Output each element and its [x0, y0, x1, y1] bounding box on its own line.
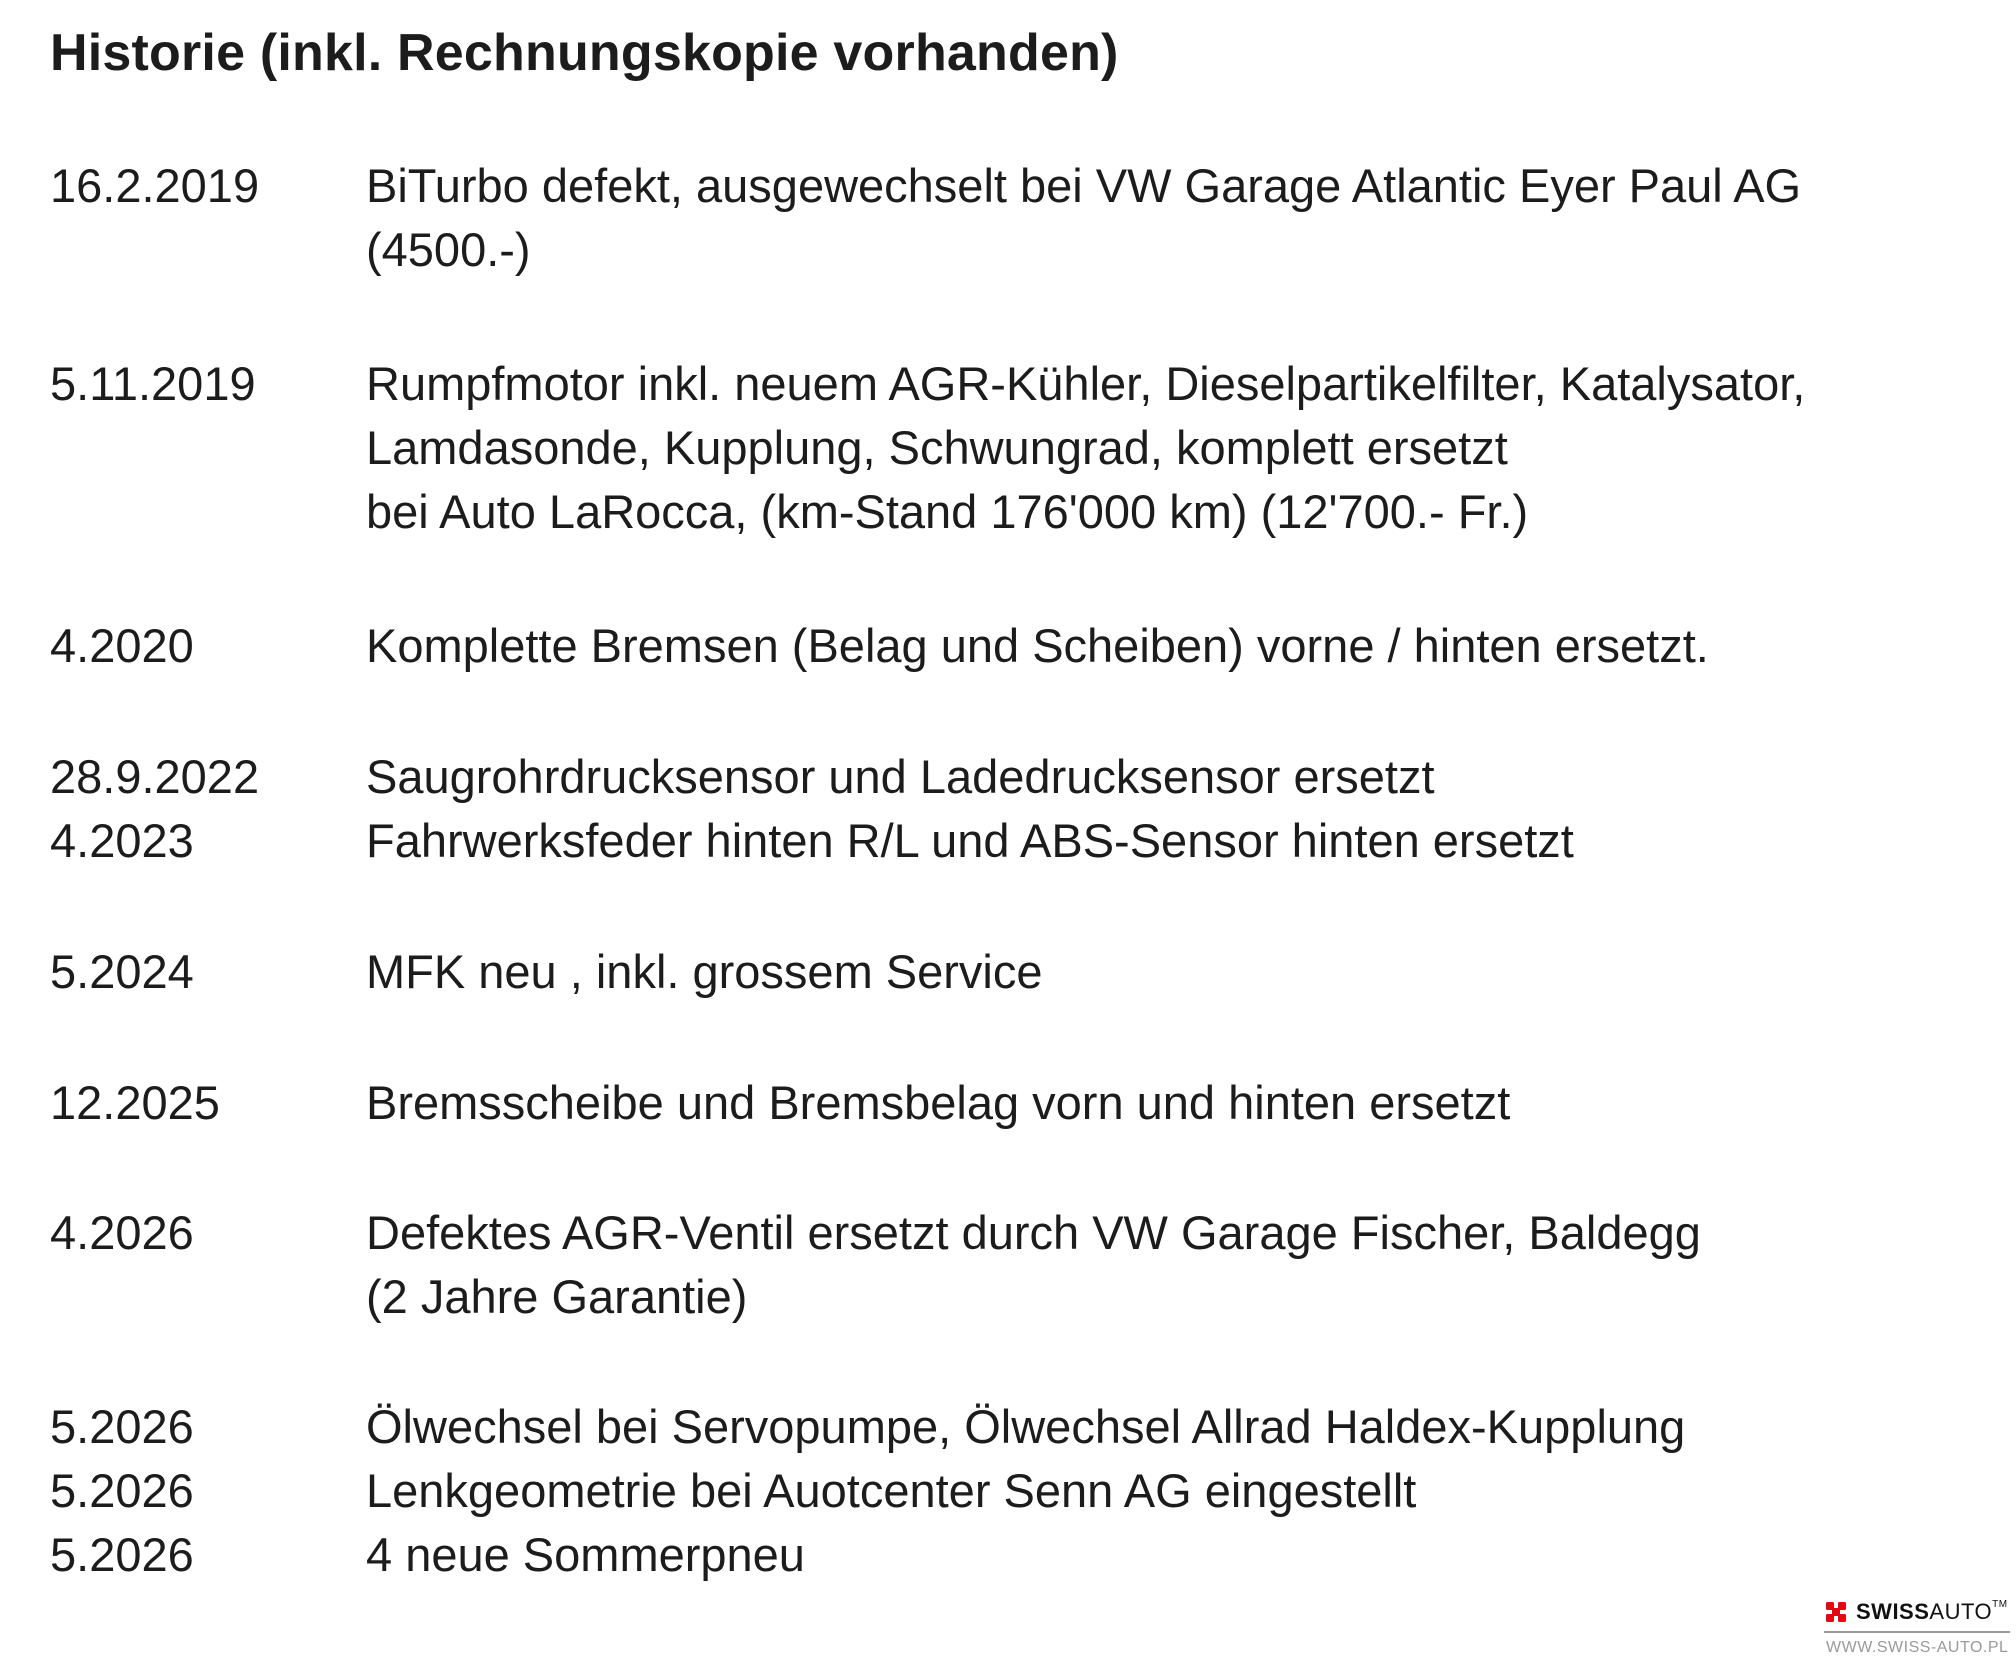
entry-date: 5.2026 — [50, 1400, 194, 1453]
entry-date: 5.11.2019 — [50, 357, 256, 410]
watermark-url: WWW.SWISS-AUTO.PL — [1826, 1639, 2009, 1656]
swissauto-watermark — [1824, 1596, 2014, 1660]
entry-description: Komplette Bremsen (Belag und Scheiben) vorne / hinten ersetzt. — [366, 619, 1709, 672]
history-entry — [0, 614, 2016, 678]
watermark-brand-bold: SWISS — [1856, 1599, 1930, 1624]
entry-description: bei Auto LaRocca, (km-Stand 176'000 km) (12'700.- Fr.) — [366, 485, 1529, 538]
watermark-brand-regular: AUTO — [1929, 1599, 1993, 1624]
history-entry — [0, 809, 2016, 873]
entry-date: 4.2020 — [50, 619, 194, 672]
entry-date: 28.9.2022 — [50, 750, 260, 803]
entry-description: BiTurbo defekt, ausgewechselt bei VW Garage Atlantic Eyer Paul AG — [366, 159, 1802, 212]
watermark-divider — [1824, 1631, 2010, 1633]
entry-date: 12.2025 — [50, 1076, 220, 1129]
entry-description: Fahrwerksfeder hinten R/L und ABS-Sensor hinten ersetzt — [366, 814, 1574, 867]
entry-description: Saugrohrdrucksensor und Ladedrucksensor ersetzt — [366, 750, 1435, 803]
entry-description: (2 Jahre Garantie) — [366, 1270, 748, 1323]
history-entry — [0, 940, 2016, 1004]
entry-date: 5.2024 — [50, 945, 194, 998]
history-entry — [0, 1459, 2016, 1523]
entry-description: Lamdasonde, Kupplung, Schwungrad, komplett ersetzt — [366, 421, 1508, 474]
entry-description: MFK neu , inkl. grossem Service — [366, 945, 1043, 998]
history-entry — [0, 1395, 2016, 1459]
entry-description: Defektes AGR-Ventil ersetzt durch VW Garage Fischer, Baldegg — [366, 1206, 1701, 1259]
entry-description: Ölwechsel bei Servopumpe, Ölwechsel Allrad Haldex-Kupplung — [366, 1400, 1686, 1453]
watermark-trademark: TM — [1992, 1599, 2008, 1610]
history-entry — [0, 745, 2016, 809]
entry-description: 4 neue Sommerpneu — [366, 1528, 805, 1581]
history-entry — [0, 1201, 2016, 1329]
entry-date: 4.2026 — [50, 1206, 194, 1259]
entry-date: 4.2023 — [50, 814, 194, 867]
history-entry — [0, 1071, 2016, 1135]
entry-date: 5.2026 — [50, 1464, 194, 1517]
history-entry — [0, 154, 2016, 282]
entry-description: Rumpfmotor inkl. neuem AGR-Kühler, Dieselpartikelfilter, Katalysator, — [366, 357, 1806, 410]
entry-date: 16.2.2019 — [50, 159, 260, 212]
entry-date: 5.2026 — [50, 1528, 194, 1581]
history-entry — [0, 352, 2016, 544]
entry-description: (4500.-) — [366, 223, 531, 276]
watermark-brand — [1856, 1598, 2008, 1626]
document-title: Historie (inkl. Rechnungskopie vorhanden) — [50, 24, 1119, 82]
entry-description: Lenkgeometrie bei Auotcenter Senn AG eingestellt — [366, 1464, 1417, 1517]
entry-description: Bremsscheibe und Bremsbelag vorn und hinten ersetzt — [366, 1076, 1511, 1129]
swissauto-logo-icon — [1824, 1600, 1848, 1624]
history-entry — [0, 1523, 2016, 1587]
